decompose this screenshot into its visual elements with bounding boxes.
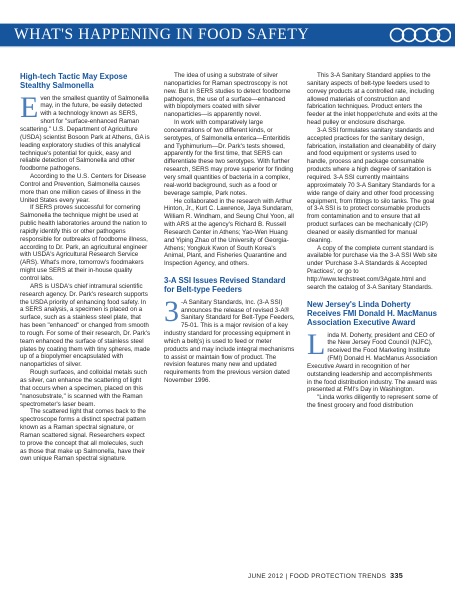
paragraph: If SERS proves successful for cornering Salmonella the technique might be used at public health laboratories around the nation to rapidly identify this or other pathogens responsible for outbreaks of foodborne illness, according to Dr. Park, an agricultural engineer with USDA's Agricultural Research Service (ARS). What's more, tomorrow's foodmakers might use SERS at their in-house quality control labs. (20, 204, 148, 282)
paragraph: According to the U.S. Centers for Disease Control and Prevention, Salmonella causes more than one million cases of illness in the United States every year. (20, 173, 147, 204)
headline-doherty-award: New Jersey's Linda Doherty Receives FMI Donald H. MacManus Association Executive Award (307, 299, 437, 328)
spacer (164, 268, 295, 276)
paragraph: The scattered light that comes back to the spectroscope forms a distinct spectral pattern known as a Raman spectral signature, or Raman scattered signal. Researchers expect to prove the concept that all molecules, such as those that make up Salmonella, have their own unique Raman spectral signature. (20, 408, 147, 463)
paragraph: "Linda works diligently to represent some of the finest grocery and food distribution (307, 394, 438, 410)
paragraph: A copy of the complete current standard is available for purchase via the 3-A SSI Web site under 'Purchase 3-A Standards & Accepted Practices', or go to http://www.techstreet.com/3Agate.html and search the catalog of 3-A Sanitary Standards. (307, 244, 438, 291)
drop-cap: E (20, 90, 39, 124)
paragraph: -A Sanitary Standards, Inc. (3-A SSI) announces the release of revised 3-A® Sanitary Standard for Belt-Type Feeders, 75-01. This is a major revision of a key industry standard for processing equipment in which a belt(s) is used to feed or meter products and may include integral mechanisms to assist or maintain flow of product. The revision features many new and updated requirements from the previous version dated November 1996. (164, 298, 295, 385)
spacer (307, 292, 438, 300)
decorative-circles-icon (389, 27, 451, 43)
column-3 (307, 72, 438, 410)
article-belt-feeders-lead (164, 294, 295, 385)
article-salmonella-lead (20, 90, 151, 173)
section-title: WHAT'S HAPPENING IN FOOD SAFETY (14, 26, 310, 43)
headline-belt-feeders: 3-A SSI Issues Revised Standard for Belt-type Feeders (164, 276, 286, 295)
article-doherty-lead (307, 327, 438, 395)
drop-cap: 3 (164, 294, 179, 328)
page-footer (248, 571, 403, 580)
paragraph: The idea of using a substrate of silver nanoparticles for Raman spectroscopy is not new. But in SERS studies to detect foodborne pathogens, the use of a surface—enhanced with biopolymers coated with silver nanoparticles—is apparently novel. (164, 72, 291, 119)
paragraph: ARS is USDA's chief intramural scientific research agency. Dr. Park's research supports the USDA priority of enhancing food safety. In a SERS analysis, a specimen is placed on a surface, such as a stainless steel plate, that has been "enhanced" or changed from smooth to rough. For some of their research, Dr. Park's team enhanced the surface of stainless steel plates by coating them with tiny spheres, made up of a biopolymer encapsulated with nanoparticles of silver. (20, 282, 151, 369)
paragraph: He collaborated in the research with Arthur Hinton, Jr., Kurt C. Lawrence, Jaya Sundaram, William R. Windham, and Seung Chul Yoon, all with ARS at the agency's Richard B. Russell Research Center in Athens; Yao-Wen Huang and Yiping Zhao of the University of Georgia-Athens; Yongkuk Kwon of South Korea's Animal, Plant, and Fisheries Quarantine and Inspection Agency, and others. (164, 197, 294, 268)
column-2 (164, 72, 295, 385)
paragraph: In work with comparatively large concentrations of two different kinds, or serotypes, of Salmonella enterica—Enteritidis and Typhimurium—Dr. Park's tests showed, apparently for the first time, that SERS can differentiate these two serotypes. With further research, SERS may prove superior for finding very small quantities of bacteria in a complex, real-world background, such as a food or beverage sample, Park notes. (164, 119, 294, 197)
paragraph: This 3-A Sanitary Standard applies to the sanitary aspects of belt-type feeders used to convey products at a controlled rate, including allowed materials of construction and fabrication techniques. Product enters the feeder at the inlet hopper/chute and exits at the head pulley or enclosure discharge. (307, 72, 438, 127)
footer-issue: JUNE 2012 | FOOD PROTECTION TRENDS (248, 573, 387, 580)
column-1 (20, 72, 151, 463)
paragraph: ven the smallest quantity of Salmonella may, in the future, be easily detected with a technology known as SERS, short for "surface-enhanced Raman scattering." U.S. Department of Agriculture (USDA) scientist Bosoon Park at Athens, GA is leading exploratory studies of this analytical technique's potential for quick, easy and reliable detection of Salmonella and other foodborne pathogens. (20, 94, 150, 173)
page-number: 335 (390, 571, 404, 580)
section-banner (0, 0, 455, 48)
headline-salmonella: High-tech Tactic May Expose Stealthy Salmonella (20, 72, 128, 91)
paragraph: Rough surfaces, and colloidal metals such as silver, can enhance the scattering of light that occurs when a specimen, placed on this "nanosubstrate," is scanned with the Raman spectrometer's laser beam. (20, 369, 148, 408)
paragraph: inda M. Doherty, president and CEO of the New Jersey Food Council (NJFC), received the Food Marketing Institute (FMI) Donald H. MacManus Association Executive Award in recognition of her outstanding leadership and accomplishments in the food distribution industry. The award was presented at FMI's Day in Washington. (307, 331, 438, 394)
drop-cap: L (307, 327, 326, 361)
paragraph: 3-A SSI formulates sanitary standards and accepted practices for the sanitary design, fabrication, installation and cleanability of dairy and food equipment or systems used to handle, process and package consumable products where a high degree of sanitation is required. 3-A SSI currently maintains approximately 70 3-A Sanitary Standards for a wide range of dairy and other food processing equipment, from fittings to silo tanks. The goal of 3-A SSI is to protect consumable products from contamination and to ensure that all product surfaces can be mechanically (CIP) cleaned or easily dismantled for manual cleaning. (307, 126, 436, 244)
